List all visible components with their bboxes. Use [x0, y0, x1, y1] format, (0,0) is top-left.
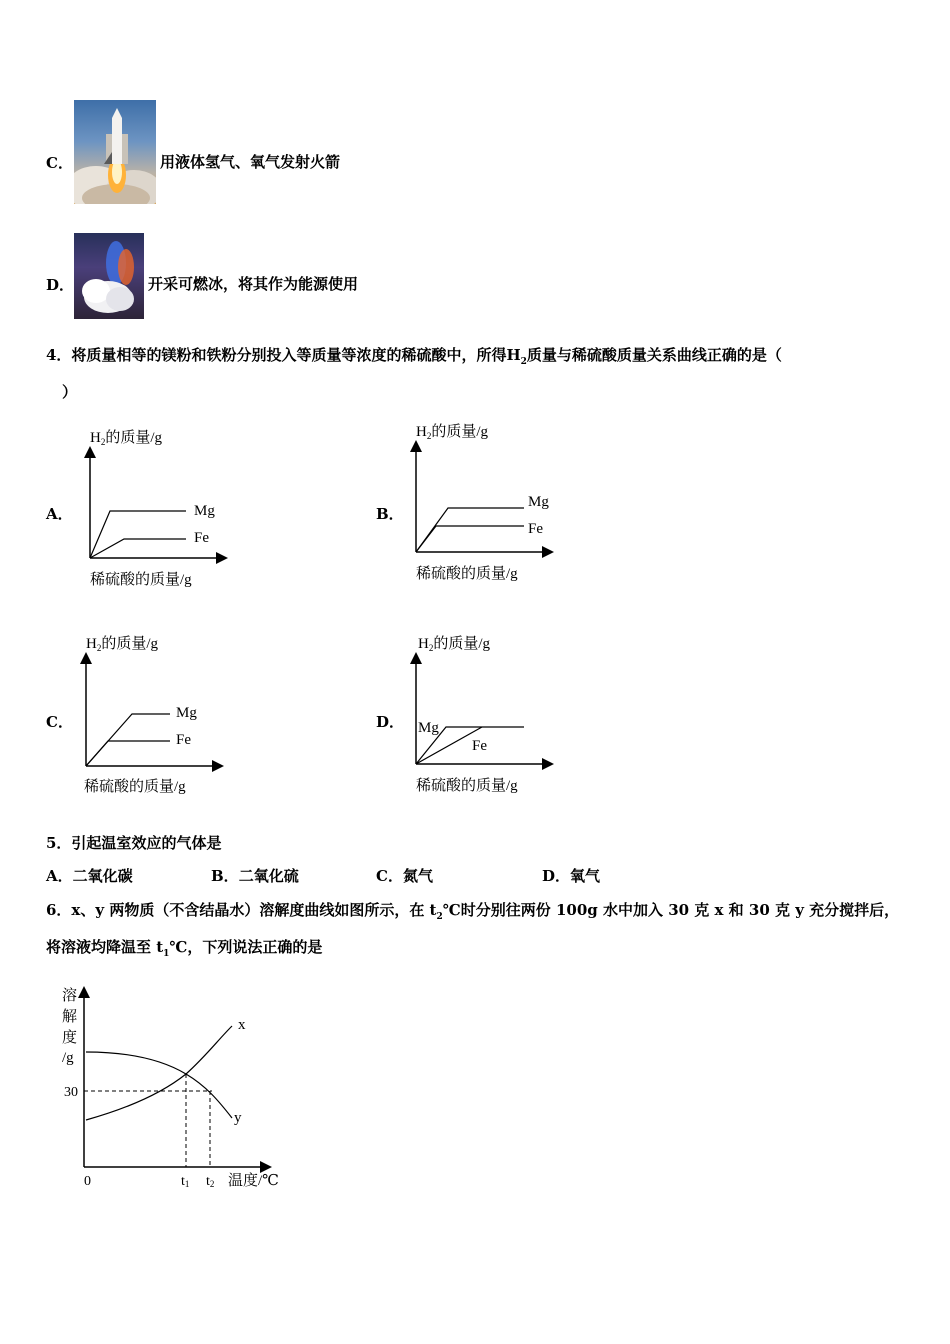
q3-option-d-label: D．: [46, 276, 75, 294]
mg-label: Mg: [194, 503, 215, 519]
q3-option-d-text: 开采可燃冰，将其作为能源使用: [148, 275, 359, 293]
fe-label: Fe: [472, 738, 487, 754]
q4-stem-h: H: [506, 346, 521, 364]
combustible-ice-drawing: [74, 233, 144, 319]
xlabel: 温度/℃: [228, 1173, 279, 1189]
q4-stem-part1: 4．将质量相等的镁粉和铁粉分别投入等质量等浓度的稀硫酸中，所得: [46, 346, 507, 364]
t2-label: t2: [206, 1174, 215, 1189]
q4-option-d-label: D．: [376, 713, 405, 731]
q5-option-d: D．氧气: [542, 867, 601, 885]
fe-label: Fe: [528, 521, 543, 537]
origin-label: 0: [84, 1174, 91, 1189]
fe-curve: [86, 741, 170, 766]
fe-label: Fe: [176, 732, 191, 748]
rocket-launch-image: [74, 100, 156, 204]
graph-ylabel: $H_2$的质量/g: [418, 636, 491, 653]
t1-label: t1: [181, 1174, 190, 1189]
graph-xlabel: 稀硫酸的质量/g: [84, 779, 186, 795]
q3-option-c-text: 用液体氢气、氧气发射火箭: [160, 153, 341, 171]
q4-graph-c: [80, 624, 230, 799]
graph-ylabel: $H_2$的质量/g: [416, 424, 489, 441]
q4-graph-b: [410, 412, 560, 587]
ylabel-char-1: 溶: [62, 988, 78, 1004]
fe-label: Fe: [194, 530, 209, 546]
q4-option-c-label: C．: [46, 713, 73, 731]
q4-option-b-label: B．: [376, 505, 404, 523]
combustible-ice-image: [74, 233, 144, 319]
graph-ylabel: $H_2$的质量/g: [86, 636, 159, 653]
q6-stem-line2: 将溶液均降温至 $t_1℃$，下列说法正确的是: [46, 938, 323, 959]
ylabel-char-2: 解: [62, 1009, 78, 1025]
mg-curve: [86, 714, 170, 766]
q4-stem-end: ）: [62, 383, 78, 401]
ylabel-char-3: 度: [62, 1030, 78, 1046]
q5-option-c: C．氮气: [376, 867, 433, 885]
fe-curve: [90, 539, 186, 558]
mg-label: Mg: [176, 705, 197, 721]
q4-graph-d: [410, 624, 560, 799]
q4-option-a-label: A．: [46, 505, 73, 523]
mg-label: Mg: [418, 720, 439, 736]
q4-stem: [46, 345, 782, 372]
q5-option-a: A．二氧化碳: [46, 867, 133, 885]
rocket-launch-drawing: [74, 100, 156, 204]
mg-label: Mg: [528, 494, 549, 510]
y-series-label: y: [234, 1110, 242, 1126]
q5-stem: 5．引起温室效应的气体是: [46, 834, 222, 852]
q4-graph-a: [84, 418, 234, 593]
graph-xlabel: 稀硫酸的质量/g: [416, 778, 518, 794]
graph-xlabel: 稀硫酸的质量/g: [416, 566, 518, 582]
graph-ylabel: $H_2$的质量/g: [90, 430, 163, 447]
ylabel-char-4: /g: [62, 1050, 74, 1066]
q4-stem-sub: 2: [520, 357, 527, 367]
q6-stem-line1: 6．x、y 两物质（不含结晶水）溶解度曲线如图所示，在 $t_2℃$时分别往两份 100g 水中加入 30 克 x 和 30 克 y 充分搅拌后，: [46, 901, 900, 922]
q3-option-c-label: C．: [46, 154, 73, 172]
q5-option-b: B．二氧化硫: [211, 867, 299, 885]
q6-solubility-chart: [56, 982, 296, 1194]
q4-stem-part2: 质量与稀硫酸质量关系曲线正确的是（: [526, 346, 782, 364]
y-tick-30: 30: [64, 1085, 78, 1100]
graph-xlabel: 稀硫酸的质量/g: [90, 572, 192, 588]
x-series-label: x: [238, 1017, 246, 1033]
mg-curve: [90, 511, 186, 558]
